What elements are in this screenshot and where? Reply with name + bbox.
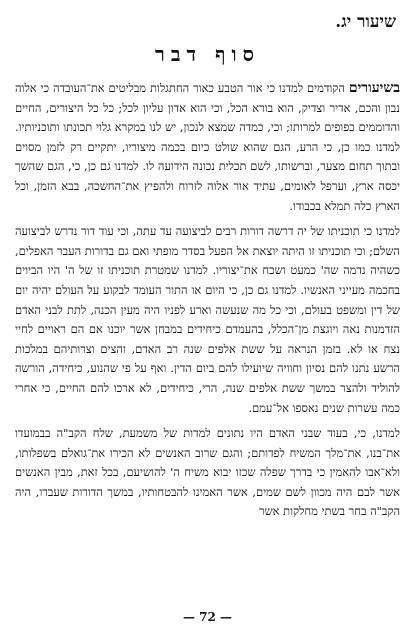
paragraph-text: למדנו כי תוכניתו של יה דרשה דורות רבים לביצועה עד עתה, וכי עוד דור נדרש לביצועה השלם; וכי תוכניתו זו היתה יוצאת אל הפעל בסדר מופתי ואם גם בדורות העבר האפלים, כשהיה נדמה שה' כמעט ושכח את־יצוריו. למדנו שמטרת תוכניתו זו של ה' היו הביוים בחכמה מעייני האנשיו. למדנו גם כן, כי היום או התור העומד לבקוע על העולם יהיה יום של דין ומשפט בעולם, וכי כל מה שנעשה וארע לפניו היה מעין הכנה, לתת לבני האדם הזדמנות נאה ויוגצת מן־הכלל, בהעמדם כיחידים במבחן אשר יוכנו אם הם ראויים לחיי נצח או לא. בזמן הנראה על ששת אלפים שנה רב האדם, והצים וצרותיהם במלכות הרשע נתנו להם נסיון וחוויה שיועילו להם ביום הדין. ואף על פי שהנוע, כיחידה, הורשה להוליד ולהצר במשך ששת אלפים שנה, הרי, כיחידים, לא ארכו להם החיים, כי אחרי כמה עשרות שנים נאספו אל־עמם. (15, 224, 400, 415)
paragraph-1 (15, 79, 400, 216)
page-number: — 72 — (182, 610, 233, 624)
paragraph-3 (15, 424, 400, 522)
paragraph-lead-word: בשיעורים (348, 80, 400, 96)
paragraph-text: למדנו, כי, בעוד שבני האדם היו נתונים למדות של משמעת, שלח הקב"ה בבמועדו את־בנו, את־מלך המשיח לפדותם; והגם שרוב האנשים לא הכירו את־גואלם בשפלותו, ולא־אבו להאמין כי בדרך שפלה שכזו יבוא משיח ה' להושיעם, בכל זאת, מבין האנשים אשר לבם היה מכוון לשם שמים, אשר האמינו להבטחותיו, במשך הדורות שעברו, היה הקב"ה בחר בשתי מחלקות אשר (15, 426, 400, 519)
paragraph-text: הקודמים למדנו כי אור הטבע כאור החתגלות מבליטים את־העובדה כי אלוה נבון והכם, אדיר וצדיק, הוא בורא הכל, וכי הוא אדון עליון לכל; כל כל היצורים, החיים והדוממים כפופים למרותו; וכי, כמדה שמצא לנכון, יש לנו במקרא גלוי תכונתו ותוכניותיו. למדנו כמו כן, כי הרע, הגם שהוא שולט כיום בכמה מיצוריו, יתקיים רק לזמן מסוים ובתוך תחום מצער, וברשותו, לשם תכלית נכונה הידועה לו. למדנו גם כן, כי, הגם שהשך יכסה ארץ, וערפל לאומים, עתיד אור אלוה לזרוח ולהפיץ את־החשכה, בבא הזמן, וכל הארץ כלה תמלא בכבודו. (15, 81, 400, 213)
chapter-title: סוף דבר (155, 42, 260, 66)
lesson-title: שיעור יג. (335, 12, 396, 32)
paragraph-2 (15, 222, 400, 418)
